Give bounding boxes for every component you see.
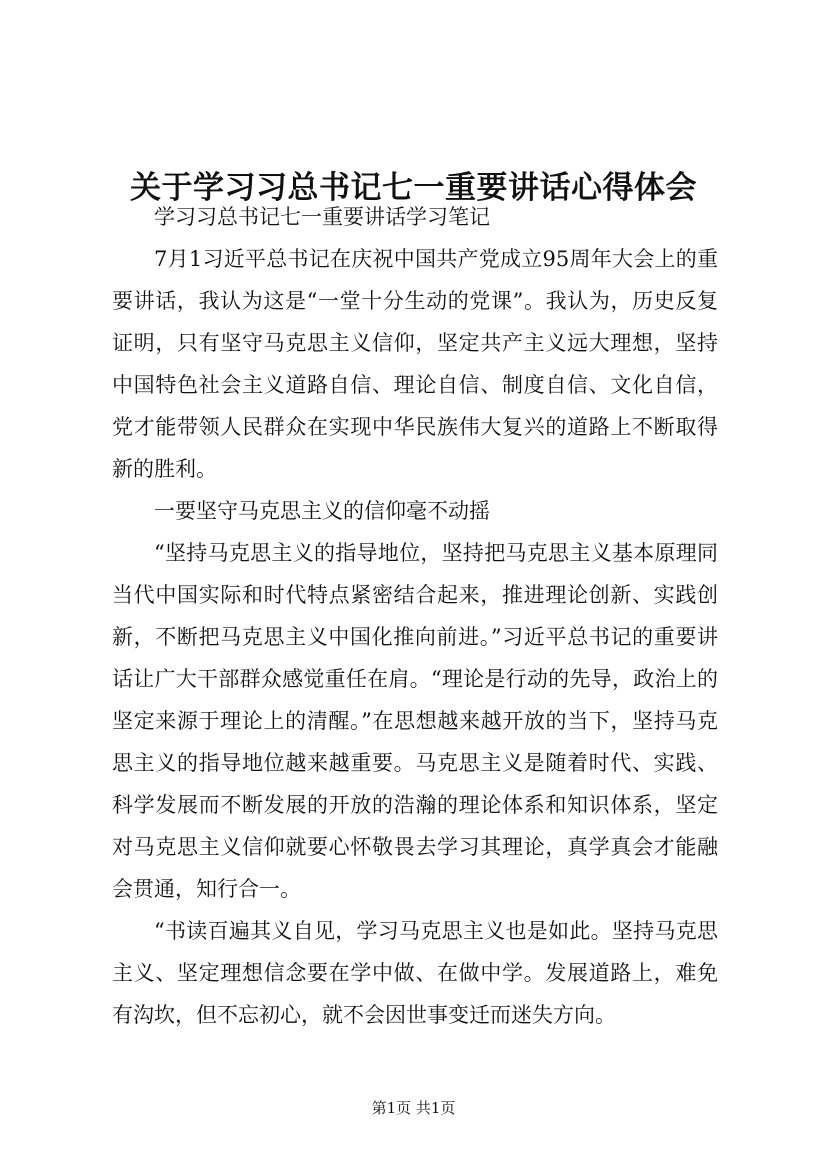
document-body [112,196,718,1036]
page-number-footer: 第1页 共1页 [371,1099,456,1117]
body-paragraph: 7月1习近平总书记在庆祝中国共产党成立95周年大会上的重要讲话，我认为这是“一堂十分生动的党课”。我认为，历史反复证明，只有坚守马克思主义信仰，坚定共产主义远大理想，坚持中国特色社会主义道路自信、理论自信、制度自信、文化自信，党才能带领人民群众在实现中华民族伟大复兴的道路上不断取得新的胜利。 [112,247,718,481]
subtitle-paragraph: 学习习总书记七一重要讲话学习笔记 [154,205,490,229]
document-title: 关于学习习总书记七一重要讲话心得体会 [130,169,697,206]
body-paragraph: “书读百遍其义自见，学习马克思主义也是如此。坚持马克思主义、坚定理想信念要在学中做、在做中学。发展道路上，难免有沟坎，但不忘初心，就不会因世事变迁而迷失方向。 [112,919,718,1027]
body-paragraph: “坚持马克思主义的指导地位，坚持把马克思主义基本原理同当代中国实际和时代特点紧密结合起来，推进理论创新、实践创新，不断把马克思主义中国化推向前进。”习近平总书记的重要讲话让广大干部群众感觉重任在肩。“理论是行动的先导，政治上的坚定来源于理论上的清醒。”在思想越来越开放的当下，坚持马克思主义的指导地位越来越重要。马克思主义是随着时代、实践、科学发展而不断发展的开放的浩瀚的理论体系和知识体系，坚定对马克思主义信仰就要心怀敬畏去学习其理论，真学真会才能融会贯通，知行合一。 [112,541,718,901]
section-heading: 一要坚守马克思主义的信仰毫不动摇 [154,499,490,523]
